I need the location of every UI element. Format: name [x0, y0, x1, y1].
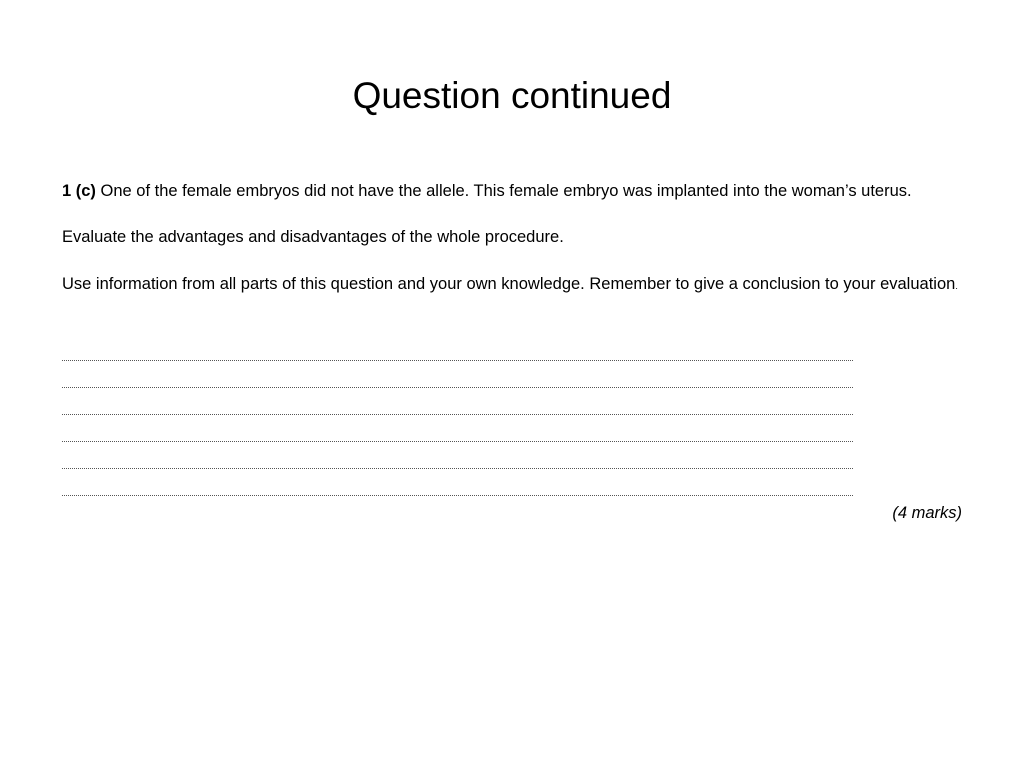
question-paragraph: [62, 181, 962, 201]
question-text: One of the female embryos did not have the allele. This female embryo was implanted into the woman’s uterus.: [95, 182, 912, 200]
answer-line: [62, 468, 853, 469]
answer-line: [62, 387, 853, 388]
question-instruction: Evaluate the advantages and disadvantages of the whole procedure.: [62, 228, 564, 246]
question-guidance-text: Use information from all parts of this question and your own knowledge. Remember to give a conclusion to your evaluation: [62, 275, 956, 293]
question-body: [62, 181, 962, 296]
slide-title: Question continued: [352, 75, 672, 116]
answer-lines: [62, 360, 853, 522]
answer-line: [62, 495, 853, 496]
question-guidance-period: .: [955, 281, 958, 291]
question-number: 1 (c): [62, 182, 96, 200]
marks-label: (4 marks): [892, 504, 962, 522]
answer-line: [62, 441, 853, 442]
answer-line: [62, 414, 853, 415]
question-guidance: [62, 274, 962, 296]
answer-line: [62, 360, 853, 361]
